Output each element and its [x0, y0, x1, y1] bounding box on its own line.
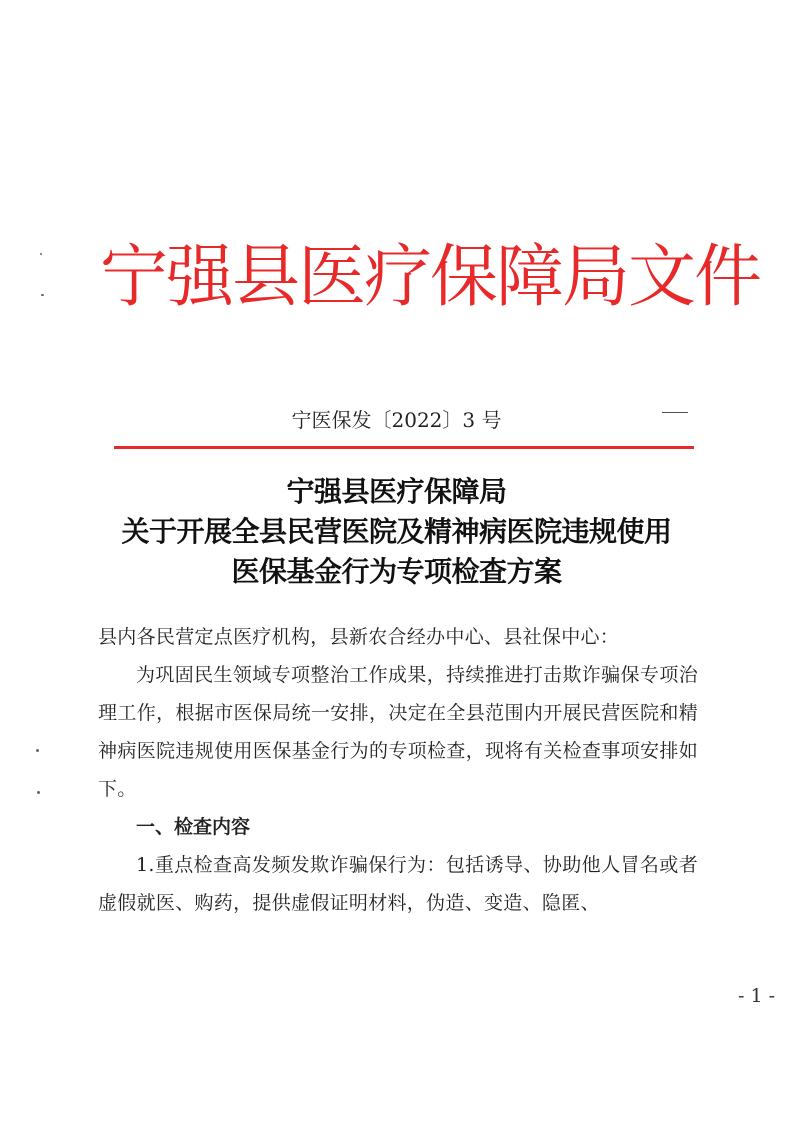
red-separator-line — [114, 446, 694, 449]
addressee: 县内各民营定点医疗机构，县新农合经办中心、县社保中心： — [98, 626, 620, 648]
issuer-title: 宁强县医疗保障局文件 — [100, 238, 761, 317]
scan-speck — [36, 749, 39, 752]
scan-speck — [40, 253, 42, 255]
section-heading: 一、检查内容 — [136, 816, 251, 838]
title-line-1: 宁强县医疗保障局 — [286, 475, 507, 508]
page-number: - 1 - — [737, 985, 775, 1007]
document-body — [98, 618, 698, 922]
scan-speck — [37, 791, 40, 794]
title-line-3: 医保基金行为专项检查方案 — [231, 555, 562, 588]
title-line-2: 关于开展全县民营医院及精神病医院违规使用 — [121, 515, 672, 548]
intro-paragraph: 为巩固民生领域专项整治工作成果，持续推进打击欺诈骗保专项治理工作，根据市医保局统一安排，决定在全县范围内开展民营医院和精神病医院违规使用医保基金行为的专项检查，现将有关检查事项安排如下。 — [98, 664, 698, 800]
list-item: 1.重点检查高发频发欺诈骗保行为：包括诱导、协助他人冒名或者虚假就医、购药，提供虚假证明材料，伪造、变造、隐匿、 — [98, 854, 698, 914]
document-number: 宁医保发〔2022〕3 号 — [291, 408, 502, 432]
document-title — [0, 472, 793, 592]
scan-speck — [41, 294, 44, 296]
